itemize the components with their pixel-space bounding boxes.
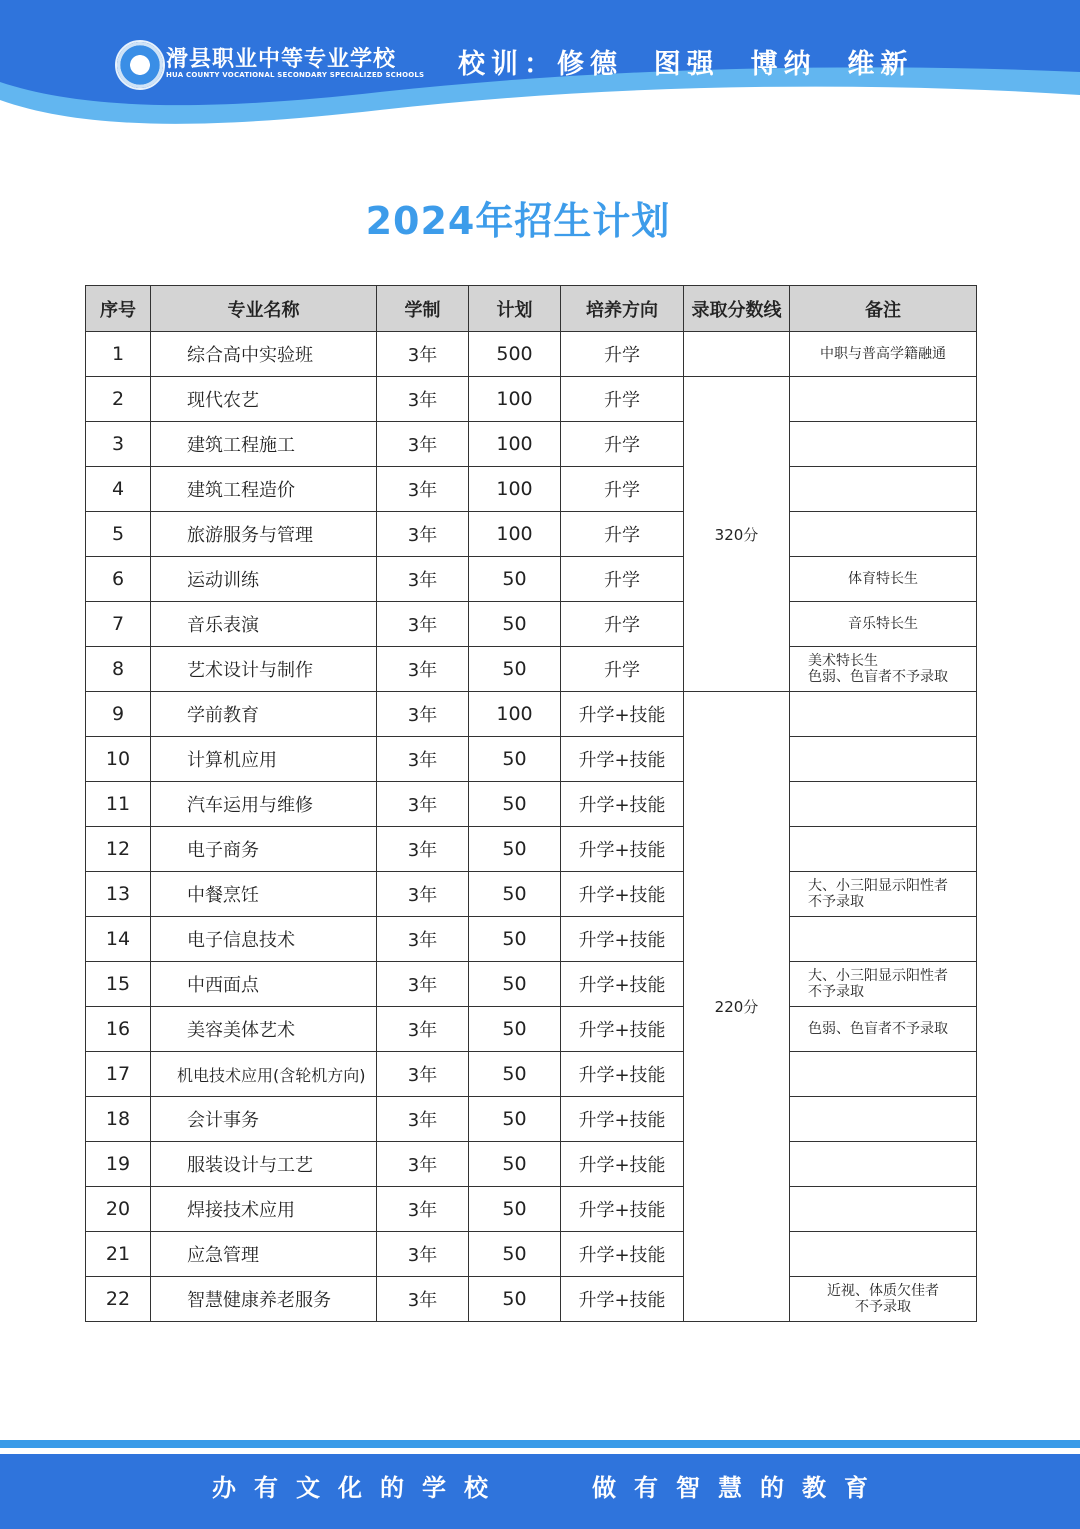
row-major: 焊接技术应用 xyxy=(151,1187,377,1232)
row-major: 电子商务 xyxy=(151,827,377,872)
row-plan: 50 xyxy=(469,827,561,872)
row-plan: 100 xyxy=(469,467,561,512)
row-major: 学前教育 xyxy=(151,692,377,737)
note-line-1: 近视、体质欠佳者 xyxy=(827,1283,939,1299)
table-row xyxy=(86,1277,977,1322)
header-note: 备注 xyxy=(790,286,977,332)
row-direction: 升学+技能 xyxy=(561,1142,684,1187)
row-index: 6 xyxy=(86,557,151,602)
row-years: 3年 xyxy=(377,1232,469,1277)
row-major: 综合高中实验班 xyxy=(151,332,377,377)
row-major: 现代农艺 xyxy=(151,377,377,422)
row-plan: 50 xyxy=(469,1187,561,1232)
note-line-2: 不予录取 xyxy=(855,1299,911,1315)
footer-banner xyxy=(0,1454,1080,1529)
row-index: 9 xyxy=(86,692,151,737)
row-plan: 50 xyxy=(469,1232,561,1277)
row-index: 16 xyxy=(86,1007,151,1052)
row-index: 3 xyxy=(86,422,151,467)
table-row xyxy=(86,467,977,512)
row-note xyxy=(790,422,977,467)
row-plan: 50 xyxy=(469,557,561,602)
row-index: 12 xyxy=(86,827,151,872)
table-row xyxy=(86,377,977,422)
row-index: 1 xyxy=(86,332,151,377)
row-years: 3年 xyxy=(377,557,469,602)
row-years: 3年 xyxy=(377,827,469,872)
row-note xyxy=(790,1052,977,1097)
row-direction: 升学 xyxy=(561,557,684,602)
row-major: 电子信息技术 xyxy=(151,917,377,962)
row-plan: 50 xyxy=(469,1007,561,1052)
row-direction: 升学+技能 xyxy=(561,737,684,782)
row-years: 3年 xyxy=(377,1052,469,1097)
row-direction: 升学 xyxy=(561,422,684,467)
row-plan: 50 xyxy=(469,782,561,827)
row-note: 中职与普高学籍融通 xyxy=(790,332,977,377)
row-index: 7 xyxy=(86,602,151,647)
row-index: 13 xyxy=(86,872,151,917)
row-major: 会计事务 xyxy=(151,1097,377,1142)
row-plan: 50 xyxy=(469,1277,561,1322)
row-years: 3年 xyxy=(377,647,469,692)
row-major: 旅游服务与管理 xyxy=(151,512,377,557)
row-index: 11 xyxy=(86,782,151,827)
school-name-en: HUA COUNTY VOCATIONAL SECONDARY SPECIALIZED SCHOOLS xyxy=(166,71,425,79)
row-note xyxy=(790,692,977,737)
row-plan: 50 xyxy=(469,1097,561,1142)
row-index: 14 xyxy=(86,917,151,962)
row-plan: 50 xyxy=(469,872,561,917)
footer-slogan-left: 办有文化的学校 xyxy=(212,1474,506,1502)
row-index: 19 xyxy=(86,1142,151,1187)
row-years: 3年 xyxy=(377,377,469,422)
row-direction: 升学+技能 xyxy=(561,827,684,872)
row-direction: 升学+技能 xyxy=(561,962,684,1007)
table-row xyxy=(86,917,977,962)
row-years: 3年 xyxy=(377,467,469,512)
table-row xyxy=(86,1187,977,1232)
table-row xyxy=(86,692,977,737)
row-major: 机电技术应用(含轮机方向) xyxy=(151,1052,377,1097)
row-note xyxy=(790,1232,977,1277)
row-index: 8 xyxy=(86,647,151,692)
note-line-2: 不予录取 xyxy=(808,984,864,1000)
row-years: 3年 xyxy=(377,1277,469,1322)
school-name-cn: 滑县职业中等专业学校 xyxy=(166,47,397,72)
page-title: 2024年招生计划 xyxy=(365,199,671,243)
row-direction: 升学+技能 xyxy=(561,1097,684,1142)
row-direction: 升学+技能 xyxy=(561,917,684,962)
row-major: 服装设计与工艺 xyxy=(151,1142,377,1187)
row-note xyxy=(790,1097,977,1142)
row-index: 5 xyxy=(86,512,151,557)
header-plan: 计划 xyxy=(469,286,561,332)
row-plan: 100 xyxy=(469,377,561,422)
table-row xyxy=(86,1007,977,1052)
row-note xyxy=(790,1142,977,1187)
row-years: 3年 xyxy=(377,692,469,737)
row-plan: 50 xyxy=(469,1142,561,1187)
footer-slogan-right: 做有智慧的教育 xyxy=(592,1474,886,1502)
table-header-row xyxy=(86,286,977,332)
row-years: 3年 xyxy=(377,1142,469,1187)
footer-divider xyxy=(0,1440,1080,1448)
row-major: 美容美体艺术 xyxy=(151,1007,377,1052)
header-banner xyxy=(0,0,1080,150)
row-major: 计算机应用 xyxy=(151,737,377,782)
row-index: 20 xyxy=(86,1187,151,1232)
row-note xyxy=(790,827,977,872)
row-major: 智慧健康养老服务 xyxy=(151,1277,377,1322)
row-index: 21 xyxy=(86,1232,151,1277)
row-index: 22 xyxy=(86,1277,151,1322)
school-logo-icon xyxy=(115,40,165,90)
row-years: 3年 xyxy=(377,917,469,962)
row-plan: 100 xyxy=(469,692,561,737)
row-years: 3年 xyxy=(377,1007,469,1052)
row-plan: 50 xyxy=(469,917,561,962)
row-major: 建筑工程施工 xyxy=(151,422,377,467)
row-direction: 升学+技能 xyxy=(561,692,684,737)
row-note xyxy=(790,917,977,962)
row-index: 18 xyxy=(86,1097,151,1142)
row-direction: 升学 xyxy=(561,647,684,692)
row-direction: 升学+技能 xyxy=(561,782,684,827)
row-plan: 50 xyxy=(469,602,561,647)
table-row xyxy=(86,422,977,467)
row-direction: 升学 xyxy=(561,602,684,647)
row-direction: 升学 xyxy=(561,332,684,377)
note-line-2: 色弱、色盲者不予录取 xyxy=(808,669,948,685)
table-row xyxy=(86,827,977,872)
row-direction: 升学+技能 xyxy=(561,1187,684,1232)
row-index: 17 xyxy=(86,1052,151,1097)
row-plan: 50 xyxy=(469,737,561,782)
row-years: 3年 xyxy=(377,1187,469,1232)
row-plan: 500 xyxy=(469,332,561,377)
header-index: 序号 xyxy=(86,286,151,332)
header-score: 录取分数线 xyxy=(684,286,790,332)
row-years: 3年 xyxy=(377,872,469,917)
table-row xyxy=(86,332,977,377)
row-note xyxy=(790,782,977,827)
row-years: 3年 xyxy=(377,1097,469,1142)
row-years: 3年 xyxy=(377,422,469,467)
row-years: 3年 xyxy=(377,332,469,377)
row-years: 3年 xyxy=(377,737,469,782)
row-years: 3年 xyxy=(377,962,469,1007)
row-major: 音乐表演 xyxy=(151,602,377,647)
row-note xyxy=(790,512,977,557)
header-years: 学制 xyxy=(377,286,469,332)
row-note xyxy=(790,1277,977,1322)
row-note xyxy=(790,962,977,1007)
table-row xyxy=(86,737,977,782)
header-direction: 培养方向 xyxy=(561,286,684,332)
row-index: 10 xyxy=(86,737,151,782)
table-row xyxy=(86,962,977,1007)
row-direction: 升学 xyxy=(561,377,684,422)
note-line-1: 大、小三阳显示阳性者 xyxy=(808,968,948,984)
row-major: 建筑工程造价 xyxy=(151,467,377,512)
row-direction: 升学+技能 xyxy=(561,1277,684,1322)
table-row xyxy=(86,1097,977,1142)
table-row xyxy=(86,782,977,827)
note-line-1: 大、小三阳显示阳性者 xyxy=(808,878,948,894)
row-major: 中西面点 xyxy=(151,962,377,1007)
row-index: 4 xyxy=(86,467,151,512)
table-row xyxy=(86,557,977,602)
row-direction: 升学+技能 xyxy=(561,872,684,917)
table-row xyxy=(86,602,977,647)
row-note: 体育特长生 xyxy=(790,557,977,602)
row-note xyxy=(790,467,977,512)
row-years: 3年 xyxy=(377,602,469,647)
row-direction: 升学 xyxy=(561,512,684,557)
header-major: 专业名称 xyxy=(151,286,377,332)
score-group-320: 320分 xyxy=(684,377,790,692)
row-plan: 100 xyxy=(469,422,561,467)
table-row xyxy=(86,512,977,557)
row-major: 应急管理 xyxy=(151,1232,377,1277)
row-direction: 升学+技能 xyxy=(561,1007,684,1052)
row-note xyxy=(790,872,977,917)
row-note xyxy=(790,1187,977,1232)
row-direction: 升学+技能 xyxy=(561,1052,684,1097)
row-index: 2 xyxy=(86,377,151,422)
row-note xyxy=(790,647,977,692)
row-major: 汽车运用与维修 xyxy=(151,782,377,827)
row-major: 运动训练 xyxy=(151,557,377,602)
row-major: 艺术设计与制作 xyxy=(151,647,377,692)
table-row xyxy=(86,647,977,692)
row-plan: 50 xyxy=(469,962,561,1007)
table-row xyxy=(86,1142,977,1187)
score-group-220: 220分 xyxy=(684,692,790,1322)
row-years: 3年 xyxy=(377,512,469,557)
row-plan: 100 xyxy=(469,512,561,557)
row-direction: 升学+技能 xyxy=(561,1232,684,1277)
row-plan: 50 xyxy=(469,1052,561,1097)
table-row xyxy=(86,872,977,917)
row-index: 15 xyxy=(86,962,151,1007)
table-row xyxy=(86,1232,977,1277)
row-note: 音乐特长生 xyxy=(790,602,977,647)
note-line-2: 不予录取 xyxy=(808,894,864,910)
note-line-1: 美术特长生 xyxy=(808,653,878,669)
row-plan: 50 xyxy=(469,647,561,692)
enrollment-plan-table xyxy=(85,285,977,1322)
row-score xyxy=(684,332,790,377)
row-note xyxy=(790,737,977,782)
table-row xyxy=(86,1052,977,1097)
row-major: 中餐烹饪 xyxy=(151,872,377,917)
row-note: 色弱、色盲者不予录取 xyxy=(790,1007,977,1052)
row-years: 3年 xyxy=(377,782,469,827)
school-motto: 校训：修德 图强 博纳 维新 xyxy=(458,49,914,80)
row-note xyxy=(790,377,977,422)
row-direction: 升学 xyxy=(561,467,684,512)
